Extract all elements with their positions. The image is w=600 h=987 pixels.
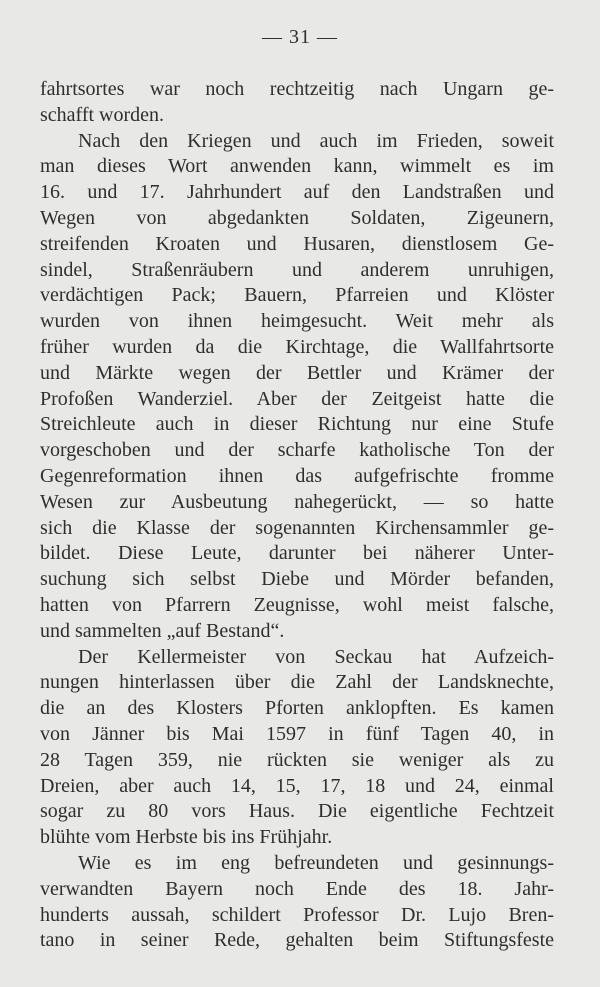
text-line: vorgeschoben und der scharfe katholische Ton der — [40, 439, 554, 462]
text-line: Der Kellermeister von Seckau hat Aufzeich- — [78, 645, 554, 668]
text-line: und Märkte wegen der Bettler und Krämer der — [40, 361, 554, 384]
text-line: nungen hinterlassen über die Zahl der Landsknechte, — [40, 671, 554, 694]
text-line: man dieses Wort anwenden kann, wimmelt es im — [40, 155, 554, 178]
text-line: blühte vom Herbste bis ins Frühjahr. — [40, 826, 333, 849]
text-line: Wie es im eng befreundeten und gesinnungs- — [78, 851, 554, 874]
text-line: hunderts aussah, schildert Professor Dr. Lujo Bren- — [40, 903, 554, 926]
text-line: die an des Klosters Pforten anklopften. Es kamen — [40, 697, 554, 720]
text-line: suchung sich selbst Diebe und Mörder befanden, — [40, 568, 554, 591]
text-line: streifenden Kroaten und Husaren, dienstlosem Ge- — [40, 232, 554, 255]
text-line: von Jänner bis Mai 1597 in fünf Tagen 40, in — [40, 722, 554, 745]
text-line: sogar zu 80 vors Haus. Die eigentliche Fechtzeit — [40, 800, 554, 823]
text-line: Streichleute auch in dieser Richtung nur eine Stufe — [40, 413, 554, 436]
text-line: wurden von ihnen heimgesucht. Weit mehr als — [40, 310, 554, 333]
text-line: bildet. Diese Leute, darunter bei näherer Unter- — [40, 542, 554, 565]
text-line: 16. und 17. Jahrhundert auf den Landstraßen und — [40, 181, 554, 204]
page-number: — 31 — — [262, 26, 338, 48]
body-text — [40, 77, 554, 954]
text-line: Profoßen Wanderziel. Aber der Zeitgeist hatte die — [40, 387, 554, 410]
text-line: schafft worden. — [40, 103, 165, 126]
text-line: tano in seiner Rede, gehalten beim Stiftungsfeste — [40, 929, 554, 952]
text-line: sindel, Straßenräubern und anderem unruhigen, — [40, 258, 554, 281]
text-line: Nach den Kriegen und auch im Frieden, soweit — [78, 129, 554, 152]
text-line: fahrtsortes war noch rechtzeitig nach Ungarn ge- — [40, 78, 554, 100]
text-line: Gegenreformation ihnen das aufgefrischte fromme — [40, 464, 554, 487]
text-line: verwandten Bayern noch Ende des 18. Jahr- — [40, 877, 554, 900]
text-line: sich die Klasse der sogenannten Kirchensammler ge- — [40, 516, 554, 539]
text-line: 28 Tagen 359, nie rückten sie weniger als zu — [40, 748, 554, 771]
text-line: hatten von Pfarrern Zeugnisse, wohl meist falsche, — [40, 593, 554, 616]
text-line: Wegen von abgedankten Soldaten, Zigeunern, — [40, 206, 554, 229]
text-line: Wesen zur Ausbeutung nahegerückt, — so hatte — [40, 490, 554, 513]
text-line: und sammelten „auf Bestand“. — [40, 619, 285, 642]
text-line: früher wurden da die Kirchtage, die Wallfahrtsorte — [40, 335, 554, 358]
text-line: Dreien, aber auch 14, 15, 17, 18 und 24, einmal — [40, 774, 554, 797]
text-line: verdächtigen Pack; Bauern, Pfarreien und Klöster — [40, 284, 554, 307]
